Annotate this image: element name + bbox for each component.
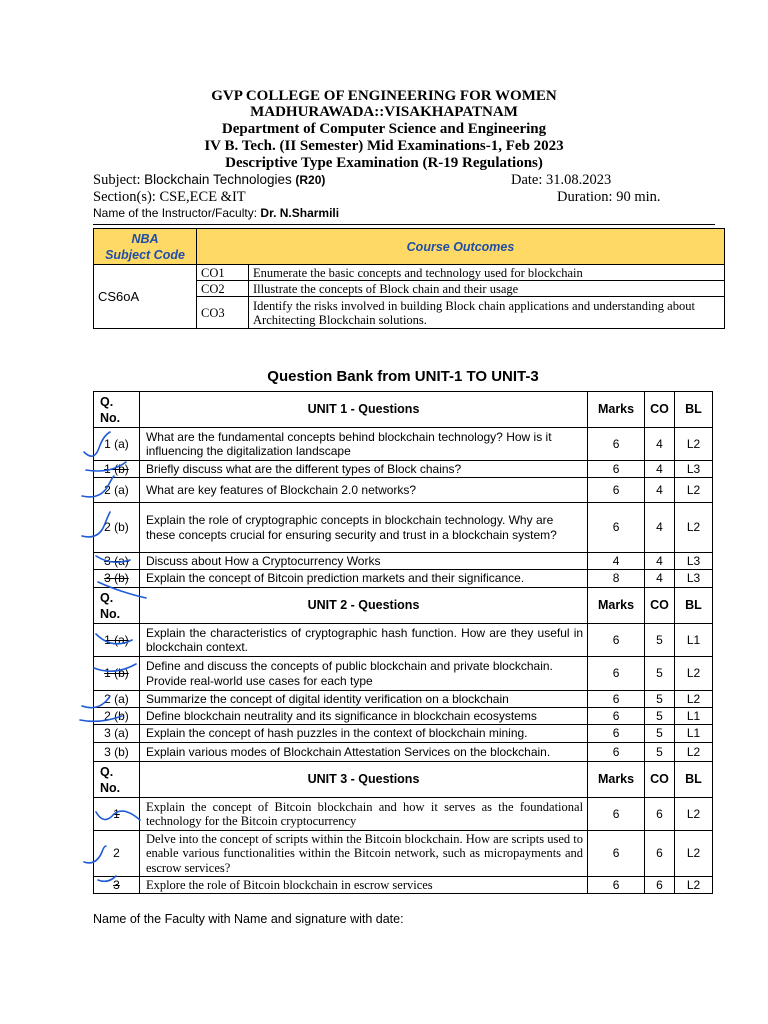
question-co: 5 <box>645 624 675 657</box>
unit-header-row <box>94 588 713 624</box>
subject-code-label: Subject Code <box>105 247 185 262</box>
bl-header: BL <box>675 392 713 428</box>
question-co: 4 <box>645 503 675 553</box>
question-co: 4 <box>645 570 675 588</box>
unit-title: UNIT 1 - Questions <box>139 392 587 428</box>
question-number: 3 (b) <box>94 743 140 762</box>
subject-line <box>93 172 325 189</box>
faculty-name: Dr. N.Sharmili <box>260 206 340 220</box>
question-number: 1 (a) <box>94 428 140 461</box>
question-text: Explore the role of Bitcoin blockchain in escrow services <box>139 877 587 894</box>
question-bl: L3 <box>675 461 713 478</box>
question-text: Briefly discuss what are the different types of Block chains? <box>139 461 587 478</box>
qno-header: Q. No. <box>94 588 140 624</box>
course-outcomes-table <box>93 228 725 329</box>
question-text: Explain the concept of Bitcoin blockchain and how it serves as the foundational technology for the Bitcoin cryptocurrency <box>139 798 587 831</box>
question-text: Explain various modes of Blockchain Attestation Services on the blockchain. <box>139 743 587 762</box>
question-row <box>94 461 713 478</box>
question-marks: 6 <box>588 691 645 708</box>
question-number: 2 (b) <box>94 708 140 725</box>
faculty-line <box>93 206 339 220</box>
question-row <box>94 657 713 691</box>
question-marks: 6 <box>588 461 645 478</box>
subject-name: Blockchain Technologies <box>144 172 292 187</box>
question-marks: 6 <box>588 478 645 503</box>
exam-duration: Duration: 90 min. <box>557 189 661 205</box>
question-co: 5 <box>645 708 675 725</box>
question-bank-title: Question Bank from UNIT-1 TO UNIT-3 <box>267 368 539 385</box>
question-bl: L2 <box>675 691 713 708</box>
question-row <box>94 831 713 877</box>
question-marks: 6 <box>588 624 645 657</box>
question-co: 5 <box>645 657 675 691</box>
question-row <box>94 428 713 461</box>
question-co: 4 <box>645 553 675 570</box>
question-marks: 6 <box>588 428 645 461</box>
question-number: 3 <box>94 877 140 894</box>
signature-line: Name of the Faculty with Name and signature with date: <box>93 912 404 926</box>
question-number: 2 (a) <box>94 478 140 503</box>
question-number: 3 (b) <box>94 570 140 588</box>
question-number: 2 <box>94 831 140 877</box>
question-co: 5 <box>645 691 675 708</box>
question-bl: L2 <box>675 428 713 461</box>
marks-header: Marks <box>588 762 645 798</box>
college-location: MADHURAWADA::VISAKHAPATNAM <box>250 104 518 120</box>
exam-type: Descriptive Type Examination (R-19 Regulations) <box>225 155 543 171</box>
co-id: CO3 <box>197 297 249 329</box>
subject-regulation: (R20) <box>295 173 326 187</box>
faculty-label: Name of the Instructor/Faculty: <box>93 206 261 220</box>
question-row <box>94 877 713 894</box>
question-co: 5 <box>645 725 675 743</box>
question-marks: 6 <box>588 708 645 725</box>
qno-header: Q. No. <box>94 392 140 428</box>
question-bl: L2 <box>675 503 713 553</box>
question-number: 2 (b) <box>94 503 140 553</box>
question-row <box>94 570 713 588</box>
question-text: What are key features of Blockchain 2.0 networks? <box>139 478 587 503</box>
marks-header: Marks <box>588 588 645 624</box>
question-co: 6 <box>645 831 675 877</box>
question-co: 6 <box>645 877 675 894</box>
question-text: Discuss about How a Cryptocurrency Works <box>139 553 587 570</box>
unit-title: UNIT 3 - Questions <box>139 762 587 798</box>
co-id: CO1 <box>197 265 249 281</box>
question-co: 6 <box>645 798 675 831</box>
unit-header-row <box>94 762 713 798</box>
question-bl: L2 <box>675 743 713 762</box>
unit-title: UNIT 2 - Questions <box>139 588 587 624</box>
co-description: Illustrate the concepts of Block chain and their usage <box>249 281 725 297</box>
co-header: CO <box>645 392 675 428</box>
question-text: Define blockchain neutrality and its significance in blockchain ecosystems <box>139 708 587 725</box>
question-row <box>94 691 713 708</box>
question-text: Define and discuss the concepts of public blockchain and private blockchain. Provide real-world use cases for each type <box>139 657 587 691</box>
unit-header-row <box>94 392 713 428</box>
subject-label: Subject: <box>93 172 145 188</box>
question-co: 4 <box>645 428 675 461</box>
question-marks: 6 <box>588 743 645 762</box>
question-text: Summarize the concept of digital identity verification on a blockchain <box>139 691 587 708</box>
question-row <box>94 743 713 762</box>
question-bl: L1 <box>675 725 713 743</box>
question-text: Explain the concept of hash puzzles in the context of blockchain mining. <box>139 725 587 743</box>
question-marks: 6 <box>588 503 645 553</box>
question-row <box>94 624 713 657</box>
question-bl: L2 <box>675 657 713 691</box>
department-name: Department of Computer Science and Engineering <box>221 121 547 137</box>
nba-label: NBA <box>131 231 159 246</box>
question-number: 3 (a) <box>94 553 140 570</box>
question-bank-table <box>93 391 713 894</box>
question-number: 2 (a) <box>94 691 140 708</box>
exam-title: IV B. Tech. (II Semester) Mid Examinations-1, Feb 2023 <box>204 138 564 154</box>
qno-header: Q. No. <box>94 762 140 798</box>
question-number: 3 (a) <box>94 725 140 743</box>
question-co: 4 <box>645 478 675 503</box>
question-bl: L3 <box>675 553 713 570</box>
question-bl: L2 <box>675 478 713 503</box>
question-marks: 6 <box>588 725 645 743</box>
question-row <box>94 503 713 553</box>
question-marks: 6 <box>588 798 645 831</box>
marks-header: Marks <box>588 392 645 428</box>
subject-code: CS6oA <box>94 265 197 329</box>
question-bl: L2 <box>675 877 713 894</box>
question-marks: 4 <box>588 553 645 570</box>
question-marks: 6 <box>588 657 645 691</box>
question-row <box>94 725 713 743</box>
question-row <box>94 798 713 831</box>
header-rule <box>93 224 715 225</box>
question-number: 1 <box>94 798 140 831</box>
bl-header: BL <box>675 588 713 624</box>
question-marks: 6 <box>588 831 645 877</box>
nba-code-header <box>94 229 197 265</box>
course-outcomes-header: Course Outcomes <box>197 229 725 265</box>
question-row <box>94 478 713 503</box>
question-number: 1 (b) <box>94 461 140 478</box>
question-marks: 8 <box>588 570 645 588</box>
college-name: GVP COLLEGE OF ENGINEERING FOR WOMEN <box>211 88 557 104</box>
question-text: Delve into the concept of scripts within the Bitcoin blockchain. How are scripts used to enable various functionalities within the Bitcoin network, such as micropayments and escrow services? <box>139 831 587 877</box>
bl-header: BL <box>675 762 713 798</box>
sections-line: Section(s): CSE,ECE &IT <box>93 189 246 205</box>
co-id: CO2 <box>197 281 249 297</box>
question-text: What are the fundamental concepts behind blockchain technology? How is it influencing the digitalization landscape <box>139 428 587 461</box>
question-text: Explain the role of cryptographic concepts in blockchain technology. Why are these concepts crucial for ensuring security and trust in a blockchain system? <box>139 503 587 553</box>
co-description: Identify the risks involved in building Block chain applications and understanding about Architecting Blockchain solutions. <box>249 297 725 329</box>
question-bl: L2 <box>675 831 713 877</box>
question-co: 5 <box>645 743 675 762</box>
co-header: CO <box>645 588 675 624</box>
question-bl: L2 <box>675 798 713 831</box>
question-bl: L1 <box>675 708 713 725</box>
co-description: Enumerate the basic concepts and technology used for blockchain <box>249 265 725 281</box>
question-number: 1 (b) <box>94 657 140 691</box>
question-row <box>94 708 713 725</box>
exam-date: Date: 31.08.2023 <box>511 172 612 188</box>
question-row <box>94 553 713 570</box>
question-co: 4 <box>645 461 675 478</box>
question-bl: L1 <box>675 624 713 657</box>
question-marks: 6 <box>588 877 645 894</box>
question-bl: L3 <box>675 570 713 588</box>
question-number: 1 (a) <box>94 624 140 657</box>
question-text: Explain the characteristics of cryptographic hash function. How are they useful in blockchain context. <box>139 624 587 657</box>
question-text: Explain the concept of Bitcoin prediction markets and their significance. <box>139 570 587 588</box>
co-header: CO <box>645 762 675 798</box>
